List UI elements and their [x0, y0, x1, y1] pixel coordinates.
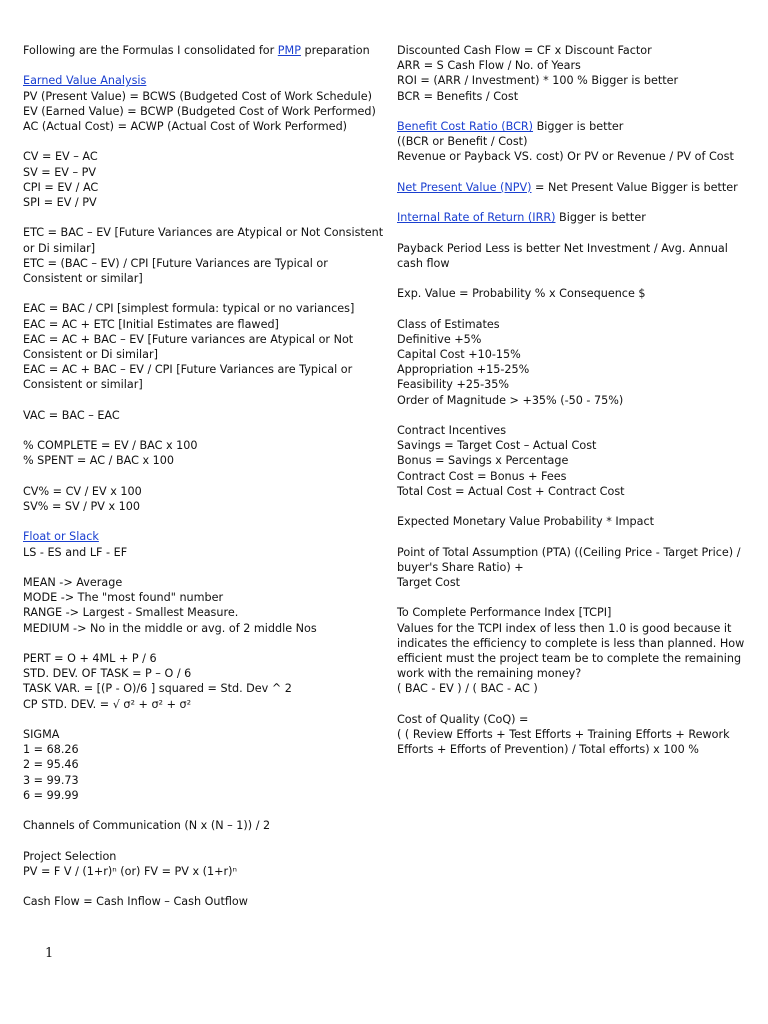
line-text: Payback Period Less is better Net Investment / Avg. Annual cash flow	[397, 241, 732, 270]
blank-line	[23, 393, 385, 408]
line-text: 2 = 95.46	[23, 758, 79, 772]
text-line	[397, 180, 749, 195]
line-text: MODE -> The "most found" number	[23, 591, 224, 605]
line-text: Cost of Quality (CoQ) =	[397, 712, 529, 726]
line-text: Target Cost	[397, 575, 461, 589]
text-line	[397, 89, 749, 104]
blank-line	[23, 879, 385, 894]
text-line	[23, 742, 385, 757]
text-line	[23, 575, 385, 590]
line-text: Contract Incentives	[397, 423, 507, 437]
text-line	[23, 165, 385, 180]
text-line	[397, 423, 749, 438]
line-text: MEAN -> Average	[23, 575, 123, 589]
text-line	[397, 58, 749, 73]
text-line	[397, 514, 749, 529]
text-line	[23, 545, 385, 560]
text-line	[23, 438, 385, 453]
text-line	[23, 621, 385, 636]
blank-line	[23, 286, 385, 301]
line-text: EAC = AC + BAC – EV / CPI [Future Variances are Typical or Consistent or similar]	[23, 363, 356, 392]
text-line	[23, 119, 385, 134]
text-line	[23, 89, 385, 104]
line-text: Project Selection	[23, 849, 117, 863]
line-text: ( ( Review Efforts + Test Efforts + Training Efforts + Rework Efforts + Efforts of Prevention) / Total efforts) x 100 %	[397, 727, 734, 757]
left-column	[23, 43, 385, 909]
line-text: PV = F V / (1+r)ⁿ (or) FV = PV x (1+r)ⁿ	[23, 864, 237, 878]
text-line	[23, 256, 385, 286]
line-text: VAC = BAC – EAC	[23, 408, 120, 422]
line-text: Class of Estimates	[397, 317, 500, 331]
blank-line	[397, 697, 749, 712]
line-text: 3 = 99.73	[23, 773, 79, 787]
line-text: Point of Total Assumption (PTA) ((Ceiling Price - Target Price) / buyer's Share Ratio) +	[397, 545, 745, 574]
text-line	[23, 362, 385, 392]
hyperlink[interactable]: Earned Value Analysis	[23, 74, 147, 88]
line-text: EAC = AC + BAC – EV [Future variances are Atypical or Not Consistent or Di similar]	[23, 332, 357, 361]
text-line	[397, 621, 749, 682]
blank-line	[397, 590, 749, 605]
text-line	[23, 195, 385, 210]
line-text: Appropriation +15-25%	[397, 363, 530, 377]
page-number: 1	[45, 946, 54, 961]
text-line	[23, 666, 385, 681]
line-text: ROI = (ARR / Investment) * 100 % Bigger is better	[397, 74, 679, 88]
line-text: MEDIUM -> No in the middle or avg. of 2 middle Nos	[23, 621, 317, 635]
line-text: PV (Present Value) = BCWS (Budgeted Cost of Work Schedule)	[23, 89, 373, 103]
blank-line	[23, 712, 385, 727]
blank-line	[23, 833, 385, 848]
blank-line	[397, 271, 749, 286]
text-line	[23, 788, 385, 803]
blank-line	[23, 560, 385, 575]
blank-line	[23, 469, 385, 484]
line-text: EV (Earned Value) = BCWP (Budgeted Cost of Work Performed)	[23, 104, 376, 118]
line-text: SPI = EV / PV	[23, 196, 97, 209]
line-text: Following are the Formulas I consolidated for	[23, 44, 278, 57]
line-text: Revenue or Payback VS. cost) Or PV or Revenue / PV of Cost	[397, 150, 734, 164]
line-text: EAC = AC + ETC [Initial Estimates are flawed]	[23, 317, 279, 331]
line-text: RANGE -> Largest - Smallest Measure.	[23, 606, 239, 620]
line-text: ((BCR or Benefit / Cost)	[397, 135, 528, 149]
text-line	[397, 317, 749, 332]
line-text: preparation	[300, 44, 370, 57]
line-text: ETC = BAC – EV [Future Variances are Atypical or Not Consistent or Di similar]	[23, 226, 387, 255]
text-line	[23, 605, 385, 620]
text-line	[23, 149, 385, 164]
text-line	[23, 43, 385, 58]
blank-line	[397, 529, 749, 544]
line-text: CV% = CV / EV x 100	[23, 484, 142, 498]
text-line	[397, 347, 749, 362]
blank-line	[23, 58, 385, 73]
text-line	[23, 727, 385, 742]
line-text: SIGMA	[23, 727, 60, 741]
line-text: Bigger is better	[533, 120, 624, 133]
text-line	[397, 332, 749, 347]
line-text: BCR = Benefits / Cost	[397, 89, 519, 103]
hyperlink[interactable]: Benefit Cost Ratio (BCR)	[397, 120, 534, 133]
hyperlink[interactable]: Float or Slack	[23, 530, 99, 544]
text-line	[23, 773, 385, 788]
blank-line	[23, 423, 385, 438]
blank-line	[23, 636, 385, 651]
text-line	[397, 545, 749, 575]
line-text: ARR = S Cash Flow / No. of Years	[397, 59, 581, 73]
line-text: Feasibility +25-35%	[397, 378, 509, 392]
text-line	[397, 73, 749, 88]
blank-line	[397, 104, 749, 119]
line-text: CP STD. DEV. = √ σ² + σ² + σ²	[23, 697, 192, 711]
text-line	[23, 818, 385, 833]
text-line	[23, 484, 385, 499]
line-text: ETC = (BAC – EV) / CPI [Future Variances are Typical or Consistent or similar]	[23, 256, 332, 285]
text-line	[23, 73, 385, 88]
text-line	[397, 377, 749, 392]
line-text: % SPENT = AC / BAC x 100	[23, 454, 174, 468]
text-line	[23, 180, 385, 195]
blank-line	[23, 514, 385, 529]
text-line	[397, 362, 749, 377]
line-text: Bigger is better	[555, 211, 646, 225]
text-line	[23, 301, 385, 316]
blank-line	[397, 408, 749, 423]
line-text: Total Cost = Actual Cost + Contract Cost	[397, 484, 625, 498]
blank-line	[23, 803, 385, 818]
blank-line	[397, 301, 749, 316]
text-line	[23, 332, 385, 362]
right-column	[397, 43, 749, 757]
line-text: PERT = O + 4ML + P / 6	[23, 651, 157, 665]
line-text: TASK VAR. = [(P - O)/6 ] squared = Std. Dev ^ 2	[23, 682, 292, 696]
text-line	[397, 469, 749, 484]
text-line	[23, 590, 385, 605]
text-line	[397, 727, 749, 757]
text-line	[23, 225, 385, 255]
text-line	[397, 393, 749, 408]
blank-line	[397, 225, 749, 240]
text-line	[397, 134, 749, 149]
line-text: Capital Cost +10-15%	[397, 347, 521, 361]
line-text: AC (Actual Cost) = ACWP (Actual Cost of Work Performed)	[23, 120, 348, 133]
text-line	[397, 149, 749, 164]
text-line	[23, 651, 385, 666]
line-text: CV = EV – AC	[23, 150, 98, 164]
line-text: CPI = EV / AC	[23, 180, 99, 194]
text-line	[397, 712, 749, 727]
hyperlink[interactable]: Net Present Value (NPV)	[397, 180, 532, 194]
text-line	[23, 104, 385, 119]
text-line	[23, 864, 385, 879]
line-text: EAC = BAC / CPI [simplest formula: typical or no variances]	[23, 302, 355, 316]
text-line	[23, 757, 385, 772]
line-text: Definitive +5%	[397, 332, 482, 346]
line-text: SV = EV – PV	[23, 165, 97, 179]
text-line	[397, 605, 749, 620]
line-text: = Net Present Value Bigger is better	[531, 180, 738, 194]
text-line	[397, 210, 749, 225]
blank-line	[397, 499, 749, 514]
text-line	[397, 43, 749, 58]
text-line	[397, 484, 749, 499]
text-line	[397, 286, 749, 301]
text-line	[397, 119, 749, 134]
line-text: Cash Flow = Cash Inflow – Cash Outflow	[23, 895, 248, 909]
line-text: Contract Cost = Bonus + Fees	[397, 469, 567, 483]
text-line	[397, 681, 749, 696]
text-line	[23, 453, 385, 468]
text-line	[23, 697, 385, 712]
line-text: Order of Magnitude > +35% (-50 - 75%)	[397, 393, 624, 407]
line-text: To Complete Performance Index [TCPI]	[397, 606, 612, 620]
line-text: ( BAC - EV ) / ( BAC - AC )	[397, 682, 538, 696]
line-text: Savings = Target Cost – Actual Cost	[397, 439, 597, 453]
text-line	[23, 499, 385, 514]
text-line	[23, 317, 385, 332]
line-text: % COMPLETE = EV / BAC x 100	[23, 439, 198, 453]
line-text: Channels of Communication (N x (N – 1)) / 2	[23, 819, 271, 833]
line-text: Bonus = Savings x Percentage	[397, 454, 569, 468]
text-line	[397, 438, 749, 453]
text-line	[397, 453, 749, 468]
blank-line	[397, 165, 749, 180]
blank-line	[397, 195, 749, 210]
text-line	[23, 849, 385, 864]
line-text: SV% = SV / PV x 100	[23, 499, 140, 513]
hyperlink[interactable]: PMP	[277, 44, 301, 57]
line-text: Expected Monetary Value Probability * Impact	[397, 515, 655, 529]
line-text: LS - ES and LF - EF	[23, 545, 128, 559]
line-text: Exp. Value = Probability % x Consequence $	[397, 287, 646, 301]
text-line	[397, 241, 749, 271]
text-line	[23, 529, 385, 544]
blank-line	[23, 134, 385, 149]
text-line	[23, 681, 385, 696]
line-text: Discounted Cash Flow = CF x Discount Factor	[397, 44, 652, 57]
blank-line	[23, 210, 385, 225]
line-text: STD. DEV. OF TASK = P – O / 6	[23, 667, 192, 681]
line-text: 6 = 99.99	[23, 788, 79, 802]
hyperlink[interactable]: Internal Rate of Return (IRR)	[397, 211, 556, 225]
line-text: 1 = 68.26	[23, 743, 79, 757]
text-line	[23, 894, 385, 909]
line-text: Values for the TCPI index of less then 1.0 is good because it indicates the efficiency to complete is less than planned. How efficient must the project team be to complete the remaining work with the remaining money?	[397, 621, 748, 681]
text-line	[397, 575, 749, 590]
text-line	[23, 408, 385, 423]
